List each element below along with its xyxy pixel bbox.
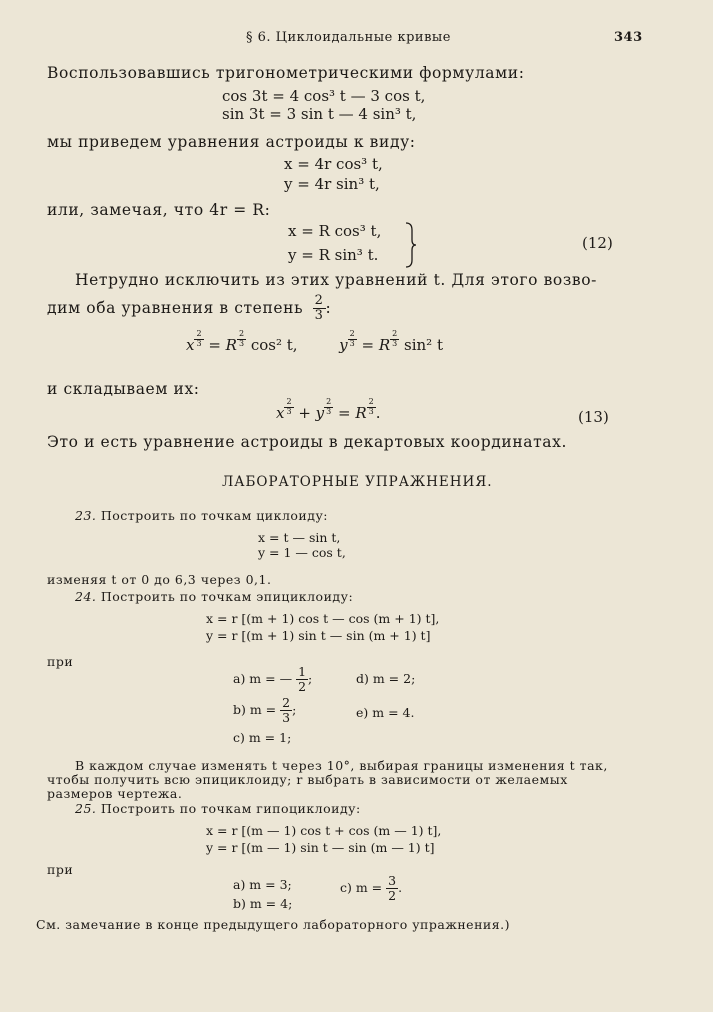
ex25-case-a: a) m = 3; — [233, 877, 292, 892]
exercise-23-number: 23. — [75, 508, 97, 523]
ex23-y: y = 1 — cos t, — [258, 545, 346, 560]
ex24-pri: при — [47, 654, 74, 669]
exp-den: 3 — [196, 338, 202, 348]
ex24-note-line3: размеров чертежа. — [47, 786, 183, 801]
eliminate-text-line1: Нетрудно исключить из этих уравнений t. Для этого возво- — [75, 271, 598, 289]
ex24-x: x = r [(m + 1) cos t — cos (m + 1) t], — [206, 611, 440, 626]
intro-text: Воспользовавшись тригонометрическими формулами: — [47, 64, 525, 82]
add-text: и складываем их: — [47, 380, 200, 398]
powered-equations — [186, 329, 443, 354]
trig-formula-sin: sin 3t = 3 sin t — 4 sin³ t, — [222, 105, 417, 123]
eq12-x: x = R cos³ t, — [288, 222, 382, 240]
eq13-number: (13) — [578, 408, 609, 426]
powers-x-tail: cos² t, — [250, 336, 298, 354]
exercise-24-heading — [75, 589, 353, 604]
eq13-plus-y: + y — [298, 404, 325, 422]
ex25-case-b: b) m = 4; — [233, 896, 293, 911]
ex24-case-b — [233, 696, 296, 725]
eq13-x: x — [276, 404, 285, 422]
section-header: § 6. Циклоидальные кривые — [246, 30, 451, 45]
footnote-text: См. замечание в конце предыдущего лабораторного упражнения.) — [36, 917, 510, 932]
astroid-x-equation: x = 4r cos³ t, — [284, 155, 383, 173]
exponent-frac — [367, 398, 376, 417]
power-fraction-num: 2 — [314, 293, 324, 308]
exp-num: 2 — [286, 397, 292, 406]
ex23-note: изменяя t от 0 до 6,3 через 0,1. — [47, 572, 272, 587]
exp-den: 3 — [368, 406, 374, 416]
exercise-25-number: 25. — [75, 801, 97, 816]
eq12-y: y = R sin³ t. — [288, 246, 379, 264]
case-b-end: ; — [292, 701, 297, 717]
ex25-pri: при — [47, 862, 74, 877]
eliminate-text-line2: дим оба уравнения в степень $\frac{2}{3}$ : — [47, 293, 332, 324]
lab-section-title: ЛАБОРАТОРНЫЕ УПРАЖНЕНИЯ. — [222, 474, 493, 490]
reduce-text: мы приведем уравнения астроиды к виду: — [47, 133, 416, 151]
case-b-fraction — [280, 696, 292, 725]
exp-num: 2 — [326, 397, 332, 406]
exp-num: 2 — [349, 329, 355, 338]
power-fraction — [313, 294, 326, 324]
eliminate-text: дим оба уравнения в степень — [47, 298, 304, 317]
ex23-x: x = t — sin t, — [258, 530, 341, 545]
case-c-end: . — [398, 879, 403, 895]
ex24-note-line1: В каждом случае изменять t через 10°, выбирая границы изменения t так, — [75, 758, 608, 773]
exp-den: 3 — [238, 338, 245, 348]
exp-num: 2 — [196, 329, 202, 338]
powers-y-rhs: = R — [361, 336, 391, 354]
powers-x-rhs: = R — [208, 336, 237, 354]
exponent-frac — [194, 330, 203, 349]
ex25-case-c — [340, 874, 402, 903]
exp-den: 3 — [326, 406, 332, 416]
exponent-frac — [390, 330, 399, 349]
exercise-25-text: Построить по точкам гипоциклоиду: — [100, 801, 361, 816]
eq13-rhs: = R — [338, 404, 367, 422]
ex24-note-line2: чтобы получить всю эпициклоиду; r выбрать в зависимости от желаемых — [47, 772, 568, 787]
right-brace — [404, 222, 418, 268]
case-b-den: 3 — [282, 709, 291, 725]
exponent-frac — [324, 398, 333, 417]
powers-y-tail: sin² t — [404, 336, 443, 354]
case-b-label: b) m = — [233, 701, 277, 717]
exp-num: 2 — [238, 329, 245, 338]
exponent-frac — [284, 398, 293, 417]
case-a-label: a) m = — — [233, 670, 293, 686]
eq13-dot: . — [375, 404, 381, 422]
eq12-number: (12) — [582, 234, 613, 252]
page-number: 343 — [614, 30, 643, 45]
exponent-frac — [237, 330, 246, 349]
case-a-num: 1 — [298, 664, 307, 679]
ex24-case-d: d) m = 2; — [356, 671, 416, 686]
case-c-label: c) m = — [340, 879, 383, 895]
exp-den: 3 — [286, 406, 292, 416]
eq13 — [276, 397, 381, 422]
case-c-fraction — [386, 874, 398, 903]
case-a-fraction — [296, 665, 308, 694]
exp-num: 2 — [392, 329, 398, 338]
case-a-end: ; — [308, 670, 313, 686]
ex24-case-a — [233, 665, 312, 694]
ex24-case-c: c) m = 1; — [233, 730, 292, 745]
ex25-x: x = r [(m — 1) cos t + cos (m — 1) t], — [206, 823, 442, 838]
conclusion-text: Это и есть уравнение астроиды в декартовых координатах. — [47, 433, 567, 451]
powers-x: x — [186, 336, 195, 354]
exp-den: 3 — [349, 338, 355, 348]
case-b-num: 2 — [282, 695, 291, 710]
case-c-den: 2 — [388, 887, 397, 903]
case-c-num: 3 — [388, 873, 397, 888]
ex24-case-e: e) m = 4. — [356, 705, 415, 720]
power-fraction-den: 3 — [314, 308, 324, 324]
exercise-25-heading — [75, 801, 361, 816]
exp-num: 2 — [368, 397, 374, 406]
trig-formula-cos: cos 3t = 4 cos³ t — 3 cos t, — [222, 87, 426, 105]
ex25-y: y = r [(m — 1) sin t — sin (m — 1) t] — [206, 840, 435, 855]
exercise-24-text: Построить по точкам эпициклоиду: — [100, 589, 354, 604]
exercise-23-heading — [75, 508, 328, 523]
ex24-y: y = r [(m + 1) sin t — sin (m + 1) t] — [206, 628, 431, 643]
case-a-den: 2 — [298, 678, 307, 694]
exercise-24-number: 24. — [75, 589, 97, 604]
astroid-y-equation: y = 4r sin³ t, — [284, 175, 380, 193]
exp-den: 3 — [392, 338, 398, 348]
exponent-frac — [348, 330, 357, 349]
exercise-23-text: Построить по точкам циклоиду: — [100, 508, 329, 523]
powers-y: y — [339, 336, 348, 354]
or-text: или, замечая, что 4r = R: — [47, 201, 271, 219]
